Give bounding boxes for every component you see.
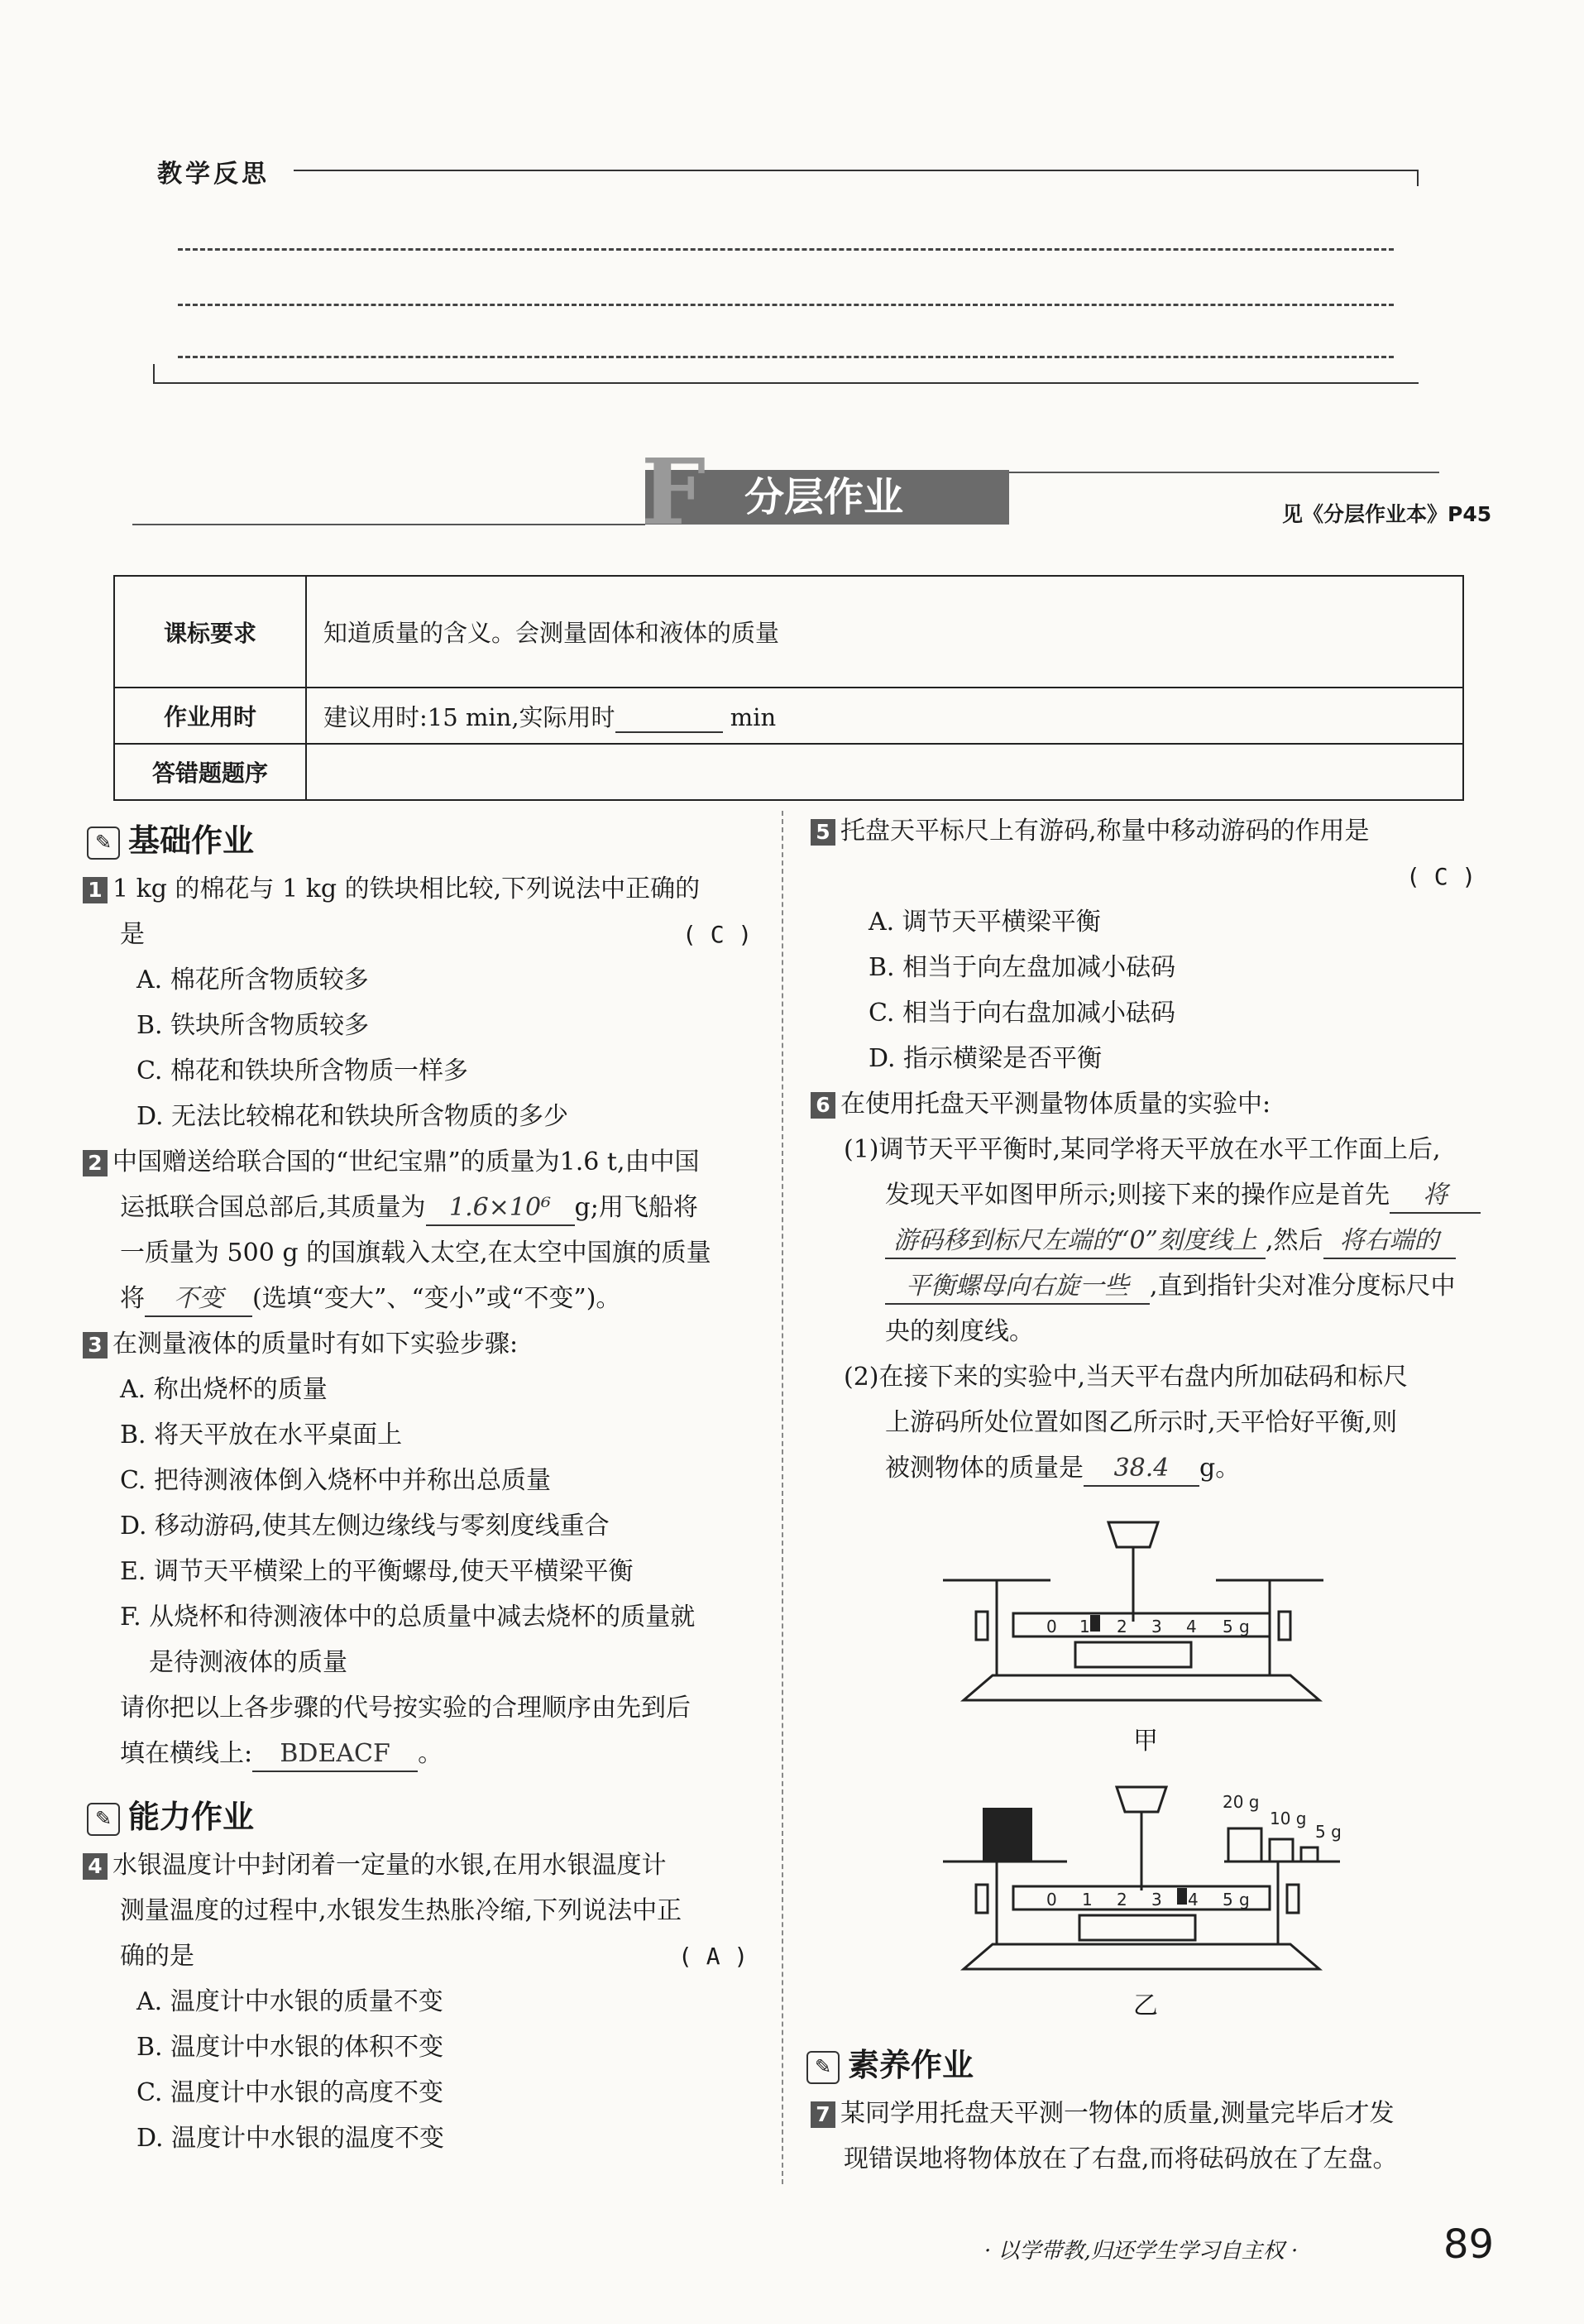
table-row [114, 576, 1463, 688]
q6-part1-line-1: (1)调节天平平衡时,某同学将天平放在水平工作面上后, [844, 1135, 1441, 1164]
question-number: 4 [83, 1853, 108, 1880]
footer-motto: · 以学带教,归还学生学习自主权 · [984, 2239, 1299, 2264]
q4-answer: ( A ) [678, 1943, 749, 1970]
question-number: 1 [83, 877, 108, 903]
balance-figure-jia [943, 1514, 1340, 1713]
column-divider [782, 811, 783, 2184]
section-ability: ✎ 能力作业 [87, 1791, 254, 1837]
scale-tick-label: 2 [1117, 1890, 1127, 1910]
reflection-top-rule [294, 170, 1419, 171]
q4-option-b: B. 温度计中水银的体积不变 [136, 2033, 444, 2062]
reflection-right-tick [1417, 170, 1419, 186]
banner-reference: 见《分层作业本》P45 [1282, 502, 1492, 526]
pencil-icon: ✎ [87, 827, 120, 860]
banner-rule-left [132, 524, 645, 525]
q5-option-d: D. 指示横梁是否平衡 [869, 1044, 1103, 1073]
section-basic: ✎ 基础作业 [87, 815, 254, 860]
scale-tick-label: 2 [1117, 1617, 1127, 1636]
q4-option-d: D. 温度计中水银的温度不变 [136, 2124, 445, 2153]
scale-tick-label: 1 [1082, 1890, 1093, 1910]
q1-option-b: B. 铁块所含物质较多 [136, 1011, 370, 1040]
scale-tick-label: 4 [1186, 1617, 1197, 1636]
q7-line-1: 7 某同学用托盘天平测一物体的质量,测量完毕后才发 [811, 2097, 1395, 2130]
q3-ask-2: 填在横线上: BDEACF 。 [120, 1737, 443, 1772]
q3-ask-1: 请你把以上各步骤的代号按实验的合理顺序由先到后 [120, 1694, 691, 1723]
page-number: 89 [1443, 2221, 1495, 2268]
figure-caption-jia: 甲 [1133, 1727, 1158, 1756]
weight-label-5g: 5 g [1315, 1822, 1342, 1842]
reflection-left-tick [153, 364, 155, 382]
balance-nut [1279, 1612, 1290, 1640]
row-value [306, 688, 1463, 744]
q5-option-c: C. 相当于向右盘加减小砝码 [869, 999, 1175, 1028]
q3-stem: 3 在测量液体的质量时有如下实验步骤: [83, 1328, 518, 1361]
q6-blank-2b[interactable]: 平衡螺母向右旋一些 [885, 1270, 1150, 1305]
q5-stem: 5 托盘天平标尺上有游码,称量中移动游码的作用是 [811, 815, 1370, 848]
q7-line-2: 现错误地将物体放在了右盘,而将砝码放在了左盘。 [844, 2144, 1398, 2173]
scale-tick-label: 5 [1223, 1890, 1233, 1910]
q2-line-1: 2 中国赠送给联合国的“世纪宝鼎”的质量为1.6 t,由中国 [83, 1146, 700, 1179]
weight-10g [1270, 1839, 1293, 1862]
object-block [983, 1808, 1032, 1862]
q6-part1-line-4: 平衡螺母向右旋一些 ,直到指针尖对准分度标尺中 [885, 1270, 1456, 1305]
q6-part2-line-3: 被测物体的质量是 38.4 g。 [885, 1452, 1240, 1487]
q2-line-4: 将 不变 (选填“变大”、“变小”或“不变”)。 [120, 1282, 620, 1317]
row-value: 知道质量的含义。会测量固体和液体的质量 [306, 576, 1463, 688]
q6-part1-line-5: 央的刻度线。 [885, 1317, 1034, 1346]
q1-option-d: D. 无法比较棉花和铁块所含物质的多少 [136, 1102, 569, 1131]
q2-line-2: 运抵联合国总部后,其质量为 1.6×10⁶ g;用飞船将 [120, 1191, 698, 1226]
dial [1108, 1522, 1158, 1547]
rider [1090, 1615, 1100, 1632]
requirements-table [113, 575, 1464, 801]
q4-line-2: 测量温度的过程中,水银发生热胀冷缩,下列说法中正 [120, 1896, 682, 1925]
q3-step-d: D. 移动游码,使其左侧边缘线与零刻度线重合 [120, 1512, 610, 1541]
reflection-line-1 [178, 248, 1394, 251]
scale-tick-label: 5 [1223, 1617, 1233, 1636]
scale-tick-label: 4 [1188, 1890, 1199, 1910]
question-number: 3 [83, 1332, 108, 1358]
weight-label-10g: 10 g [1270, 1809, 1307, 1828]
scale-tick-label: 3 [1151, 1617, 1162, 1636]
scale-tick-label: 3 [1151, 1890, 1162, 1910]
q3-step-f: F. 从烧杯和待测液体中的总质量中减去烧杯的质量就 [120, 1603, 696, 1632]
q2-blank-change[interactable]: 不变 [145, 1282, 252, 1317]
banner-title: 分层作业 [645, 470, 1009, 525]
question-number: 2 [83, 1150, 108, 1176]
row-value [306, 744, 1463, 800]
q6-blank-2a[interactable]: 将右端的 [1323, 1224, 1456, 1259]
time-text: 建议用时:15 min,实际用时 [323, 702, 615, 731]
q3-blank-order[interactable]: BDEACF [252, 1737, 418, 1772]
question-number: 5 [811, 819, 835, 846]
q5-answer: ( C ) [1406, 863, 1476, 890]
row-label: 答错题题序 [114, 744, 306, 800]
q6-stem: 6 在使用托盘天平测量物体质量的实验中: [811, 1088, 1271, 1121]
q2-blank-mass[interactable]: 1.6×10⁶ [426, 1191, 575, 1226]
table-row [114, 688, 1463, 744]
rider [1177, 1888, 1187, 1905]
section-literacy: ✎ 素养作业 [806, 2039, 974, 2085]
balance-base [964, 1675, 1319, 1700]
q1-line-1: 1 1 kg 的棉花与 1 kg 的铁块相比较,下列说法中正确的 [83, 873, 700, 906]
q6-part2-line-1: (2)在接下来的实验中,当天平右盘内所加砝码和标尺 [844, 1363, 1409, 1392]
weight-label-20g: 20 g [1223, 1792, 1260, 1812]
row-label: 课标要求 [114, 576, 306, 688]
weight-20g [1228, 1828, 1261, 1862]
table-row [114, 744, 1463, 800]
scale-tick-label: 0 [1046, 1890, 1057, 1910]
scale-tick-label: 0 [1046, 1617, 1057, 1636]
reflection-line-2 [178, 304, 1394, 306]
time-unit: min [730, 702, 777, 731]
scale-unit-label: g [1239, 1890, 1250, 1910]
q4-line-1: 4 水银温度计中封闭着一定量的水银,在用水银温度计 [83, 1849, 667, 1882]
reflection-bottom-rule [153, 382, 1419, 384]
figure-caption-yi: 乙 [1133, 1991, 1158, 2020]
q6-part1-line-2: 发现天平如图甲所示;则接下来的操作应是首先 将 [885, 1179, 1481, 1214]
q1-answer: ( C ) [682, 921, 753, 948]
q3-step-a: A. 称出烧杯的质量 [120, 1375, 328, 1404]
q4-option-a: A. 温度计中水银的质量不变 [136, 1987, 443, 2016]
q1-option-c: C. 棉花和铁块所含物质一样多 [136, 1057, 468, 1085]
q3-step-f-cont: 是待测液体的质量 [149, 1648, 347, 1677]
pencil-icon: ✎ [87, 1803, 120, 1836]
question-number: 6 [811, 1092, 835, 1119]
q4-option-c: C. 温度计中水银的高度不变 [136, 2078, 443, 2107]
q1-option-a: A. 棉花所含物质较多 [136, 966, 369, 994]
q3-step-b: B. 将天平放在水平桌面上 [120, 1421, 403, 1450]
reflection-line-3 [178, 356, 1394, 358]
q6-blank-1b[interactable]: 游码移到标尺左端的“0”刻度线上 [885, 1224, 1266, 1259]
scale-tick-label: 1 [1079, 1617, 1090, 1636]
q1-line-2: 是 [120, 920, 145, 949]
q5-option-a: A. 调节天平横梁平衡 [869, 908, 1101, 937]
question-number: 7 [811, 2101, 835, 2128]
pencil-icon: ✎ [806, 2051, 840, 2084]
q6-part2-line-2: 上游码所处位置如图乙所示时,天平恰好平衡,则 [885, 1408, 1398, 1437]
q6-blank-1a[interactable]: 将 [1390, 1179, 1481, 1214]
banner-rule-right [1009, 472, 1439, 473]
q6-blank-mass[interactable]: 38.4 [1084, 1452, 1199, 1487]
weight-5g [1301, 1847, 1318, 1862]
reflection-title: 教学反思 [157, 160, 270, 189]
q4-line-3: 确的是 [120, 1942, 194, 1971]
balance-figure-yi [943, 1775, 1357, 1981]
scale-unit-label: g [1239, 1617, 1250, 1636]
q6-part1-line-3: 游码移到标尺左端的“0”刻度线上 ,然后 将右端的 [885, 1224, 1456, 1259]
q2-line-3: 一质量为 500 g 的国旗载入太空,在太空中国旗的质量 [120, 1239, 711, 1267]
row-label: 作业用时 [114, 688, 306, 744]
banner-letter-icon: F [641, 438, 706, 545]
q3-step-e: E. 调节天平横梁上的平衡螺母,使天平横梁平衡 [120, 1557, 634, 1586]
q5-option-b: B. 相当于向左盘加减小砝码 [869, 953, 1176, 982]
actual-time-blank[interactable] [615, 703, 723, 733]
q3-step-c: C. 把待测液体倒入烧杯中并称出总质量 [120, 1466, 551, 1495]
